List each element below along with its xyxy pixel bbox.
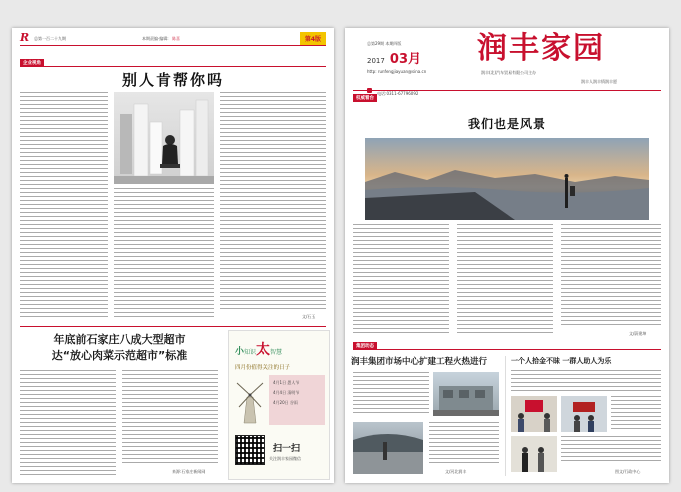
article-title-honesty: 一个人拾金不昧 一群人助人为乐	[511, 357, 612, 365]
qr-code	[235, 435, 265, 465]
right-website: http: runfengjiayuan@sina.cn	[367, 69, 427, 74]
ad-event-2: 清明节	[287, 390, 300, 395]
article-title-supermarket-1: 年底前石家庄八成大型超市	[53, 333, 186, 346]
right-header-rule	[353, 90, 661, 91]
masthead-title: 润丰家园	[477, 31, 605, 66]
right-date	[367, 50, 421, 66]
left-page-logo: R	[20, 31, 30, 44]
knowledge-ad-box	[228, 330, 330, 480]
article-help-col1	[20, 92, 108, 320]
article-scenery-author: 文/蔚建坤	[629, 331, 647, 336]
article-title-construction: 润丰集团市场中心扩建工程火热进行	[351, 357, 488, 367]
left-header-rule	[20, 45, 326, 46]
ad-slogan-wisdom: 智慧	[270, 349, 283, 356]
right-issue-line: 总第29期 本期四版	[367, 41, 402, 46]
article-scenery-col1	[353, 224, 449, 336]
right-section-rule-2	[353, 349, 661, 350]
article-construction-text	[353, 372, 429, 416]
left-page-editor-label: 本期责编·编辑:	[142, 36, 169, 41]
article-construction-caption: 文/河北润丰	[445, 469, 467, 474]
article-honesty-text-2	[611, 396, 661, 432]
windmill-illustration	[233, 375, 267, 425]
article-help-author: 文/石玉	[302, 314, 316, 319]
construction-photo-2	[353, 422, 423, 474]
honesty-photo-2	[561, 396, 607, 432]
article-supermarket-col2	[122, 370, 218, 466]
ad-date-3: 4月20日	[273, 400, 289, 405]
left-page-editor-name: 陈喜	[172, 36, 180, 41]
left-mid-rule	[20, 326, 326, 327]
ad-date-1: 4月1日	[273, 380, 287, 385]
article-help-photo	[114, 92, 214, 184]
article-supermarket-source: 来源:石家庄新闻网	[172, 469, 206, 474]
article3-divider	[505, 356, 506, 476]
article-title-supermarket-2: 达“放心肉菜示范超市”标准	[51, 349, 188, 362]
left-section-tag: 企业视角	[20, 59, 44, 67]
ad-event-3: 谷雨	[289, 400, 298, 405]
article-title-scenery: 我们也是风景	[467, 117, 546, 131]
ad-slogan-knowledge: 知识	[244, 349, 257, 356]
article-honesty-text	[511, 370, 661, 392]
article-honesty-caption: 图文/行政中心	[615, 469, 641, 474]
article-construction-text-2	[429, 422, 499, 466]
masthead-sponsor: 润丰(北)汽车贸易有限公司主办	[481, 70, 537, 75]
article-scenery-col3	[561, 224, 661, 328]
right-newspaper-page	[345, 28, 669, 483]
ad-slogan-big: 太	[256, 342, 271, 358]
ad-date-2: 4月4日	[273, 390, 287, 395]
left-page-issue: 总第一百二十九期	[34, 36, 66, 41]
right-phone-number: 0311-67796092	[386, 91, 419, 96]
right-section-tag-1: 权威看台	[353, 94, 377, 102]
ad-tagline: 四月份值得关注的日子	[235, 365, 291, 371]
article-scenery-col2	[457, 224, 553, 336]
qr-caption: 扫一扫	[273, 444, 301, 454]
left-section-rule	[20, 66, 326, 67]
honesty-photo-3	[511, 436, 557, 472]
article-help-col3	[220, 92, 326, 312]
ad-event-1: 愚人节	[287, 380, 300, 385]
article-honesty-text-3	[561, 436, 661, 464]
article-supermarket-col1	[20, 370, 116, 478]
left-newspaper-page	[12, 28, 334, 483]
right-phone-label: 电话:	[377, 91, 387, 96]
article-title-help: 别人肯帮你吗	[121, 71, 224, 89]
right-section-tag-2: 集团动态	[353, 342, 377, 350]
article-help-col2	[114, 188, 214, 320]
construction-photo-1	[433, 372, 499, 416]
left-page-number-badge: 第4版	[300, 32, 326, 45]
qr-note: 关注润丰家园微信	[269, 456, 301, 461]
ad-slogan-prefix: 小	[235, 347, 245, 357]
scenery-photo	[365, 138, 649, 220]
right-year: 2017	[367, 57, 385, 65]
right-month: 03月	[389, 52, 422, 67]
masthead-subtitle: 润丰人润丰情润丰愿	[581, 79, 617, 84]
honesty-photo-1	[511, 396, 557, 432]
